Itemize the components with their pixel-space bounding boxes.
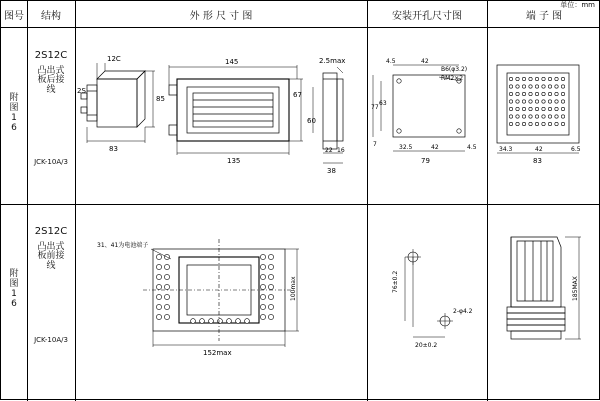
row2-code-label: 附 图 1 6: [9, 269, 19, 310]
svg-text:38: 38: [327, 167, 336, 175]
svg-text:42: 42: [535, 146, 543, 153]
svg-text:RM2×2: RM2×2: [441, 75, 464, 82]
row2-structure: 凸出式板前接线: [37, 242, 65, 271]
svg-text:77: 77: [371, 104, 379, 111]
svg-text:79: 79: [421, 157, 430, 165]
svg-text:B6(φ3.2): B6(φ3.2): [441, 66, 468, 73]
svg-text:2S: 2S: [77, 87, 86, 95]
svg-text:83: 83: [109, 145, 118, 153]
svg-text:152max: 152max: [203, 349, 232, 357]
svg-text:83: 83: [533, 157, 542, 165]
row2-model: 2S12C: [34, 226, 68, 237]
svg-text:16: 16: [337, 147, 345, 154]
header-terminal: 端 子 图: [525, 11, 563, 22]
svg-text:42: 42: [421, 58, 429, 65]
svg-text:60: 60: [307, 117, 316, 125]
row1-model: 2S12C: [34, 50, 68, 61]
svg-text:12C: 12C: [107, 55, 121, 63]
svg-text:20±0.2: 20±0.2: [415, 342, 438, 349]
svg-text:7: 7: [373, 141, 377, 148]
svg-text:6.5: 6.5: [571, 146, 581, 153]
svg-text:185MAX: 185MAX: [572, 276, 579, 301]
header-code: 图号: [4, 11, 24, 22]
svg-text:63: 63: [379, 100, 387, 107]
svg-text:100max: 100max: [290, 276, 297, 301]
svg-text:4.5: 4.5: [386, 58, 396, 65]
row2-terminal-drawing: [1, 1, 600, 401]
svg-text:32.5: 32.5: [399, 144, 413, 151]
svg-text:42: 42: [431, 144, 439, 151]
header-structure: 结构: [41, 11, 61, 22]
svg-text:76±0.2: 76±0.2: [392, 270, 399, 293]
row1-code-label: 附 图 1 6: [9, 93, 19, 134]
svg-text:34.3: 34.3: [499, 146, 513, 153]
svg-text:2.5max: 2.5max: [319, 57, 346, 65]
row2-series: JCK-10A/3: [34, 336, 68, 344]
unit-note: 单位：mm: [560, 1, 595, 9]
row1-series: JCK-10A/3: [34, 158, 68, 166]
svg-text:22: 22: [325, 147, 333, 154]
header-cutout: 安装开孔尺寸图: [392, 11, 462, 22]
svg-text:145: 145: [225, 58, 239, 66]
svg-text:135: 135: [227, 157, 241, 165]
row1-structure: 凸出式板后接线: [37, 66, 65, 95]
svg-text:4.5: 4.5: [467, 144, 477, 151]
svg-text:31、41为电池端子: 31、41为电池端子: [97, 242, 149, 249]
svg-text:67: 67: [293, 91, 302, 99]
header-outline: 外 形 尺 寸 图: [189, 11, 253, 22]
svg-text:85: 85: [156, 95, 165, 103]
svg-text:2-φ4.2: 2-φ4.2: [453, 308, 473, 315]
